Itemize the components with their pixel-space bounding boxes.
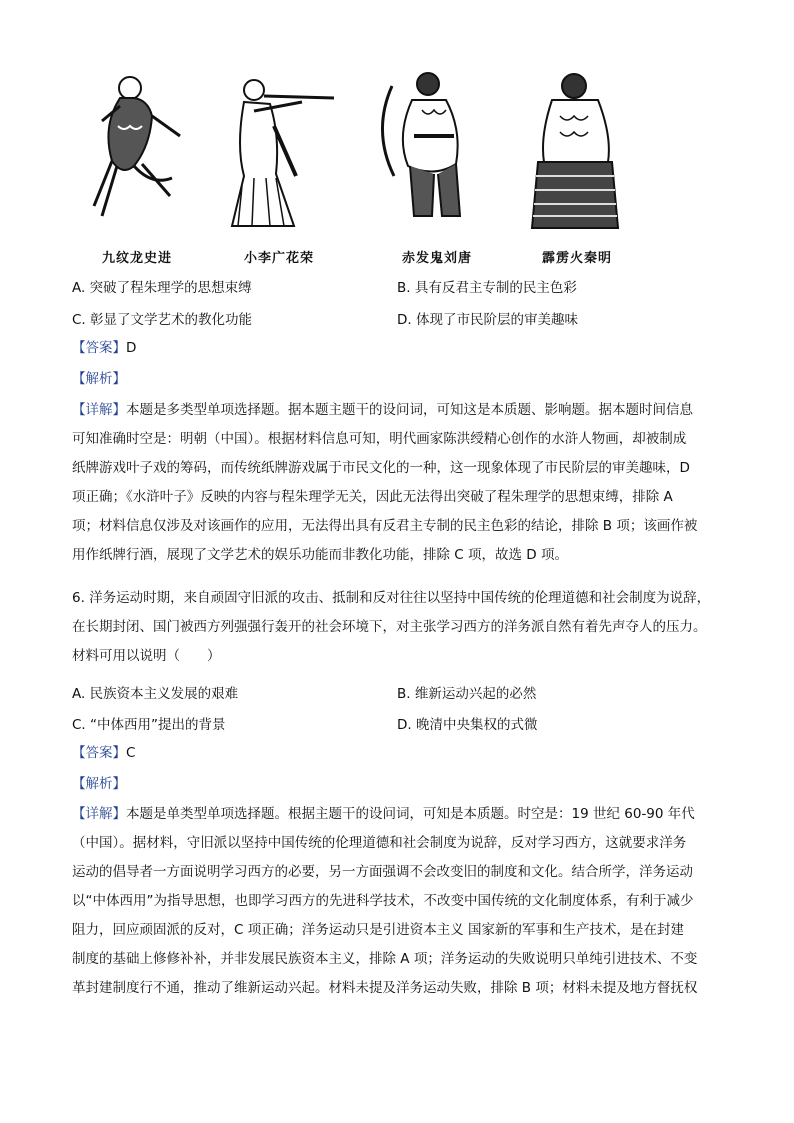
figure-drawing-archer-icon xyxy=(214,66,344,241)
q5-analysis-tag: 【解析】 xyxy=(72,371,126,387)
detail-line: 阻力，回应顽固派的反对，C 项正确；洋务运动只是引进资本主义 国家新的军事和生产技术，是在封建 xyxy=(72,922,685,938)
figure-leaping-hero xyxy=(72,66,202,266)
detail-line: 纸牌游戏叶子戏的筹码，而传统纸牌游戏属于市民文化的一种，这一现象体现了市民阶层的审美趣味，D xyxy=(72,460,690,476)
q6-stem xyxy=(72,584,722,671)
answer-tag: 【答案】 xyxy=(72,745,126,761)
figure-armored-general xyxy=(512,66,642,266)
q6-detail xyxy=(72,800,722,1003)
answer-value: C xyxy=(126,745,136,761)
detail-line: 可知准确时空是：明朝（中国）。根据材料信息可知，明代画家陈洪绶精心创作的水浒人物画，却被制成 xyxy=(72,431,687,447)
figure-strip xyxy=(72,66,632,266)
q6-option-d: D. 晚清中央集权的式微 xyxy=(397,717,538,733)
figure-caption: 霹雳火秦明 xyxy=(541,251,612,266)
detail-line: 【详解】本题是多类型单项选择题。据本题主题干的设问词，可知这是本质题、影响题。据本题时间信息 xyxy=(72,402,693,418)
figure-caption: 小李广花荣 xyxy=(243,251,314,266)
q5-detail xyxy=(72,396,722,570)
q5-answer xyxy=(72,339,136,357)
answer-value: D xyxy=(126,340,137,356)
q5-option-d: D. 体现了市民阶层的审美趣味 xyxy=(397,312,578,328)
q5-option-c: C. 彰显了文学艺术的教化功能 xyxy=(72,312,253,328)
figure-archer xyxy=(214,66,344,266)
detail-line: 制度的基础上修修补补，并非发展民族资本主义，排除 A 项；洋务运动的失败说明只单纯引进技术、不变 xyxy=(72,951,698,967)
q6-analysis-tag: 【解析】 xyxy=(72,776,126,792)
detail-line: 用作纸牌行酒，展现了文学艺术的娱乐功能而非教化功能，排除 C 项，故选 D 项。 xyxy=(72,547,568,563)
q6-option-b: B. 维新运动兴起的必然 xyxy=(397,686,537,702)
figure-drawing-bow-icon xyxy=(372,66,502,241)
figure-caption: 赤发鬼刘唐 xyxy=(401,251,472,266)
figure-caption: 九纹龙史进 xyxy=(101,251,172,266)
q6-option-a: A. 民族资本主义发展的艰难 xyxy=(72,686,239,702)
q6-option-c: C. “中体西用”提出的背景 xyxy=(72,717,226,733)
detail-line: （中国）。据材料，守旧派以坚持中国传统的伦理道德和社会制度为说辞，反对学习西方，这就要求洋务 xyxy=(72,835,687,851)
figure-drawing-leaping-icon xyxy=(72,66,202,241)
detail-line: 【详解】本题是单类型单项选择题。根据主题干的设问词，可知是本质题。时空是：19 世纪 60-90 年代 xyxy=(72,806,695,822)
stem-line: 在长期封闭、国门被西方列强强行轰开的社会环境下，对主张学习西方的洋务派自然有着先声夺人的压力。 xyxy=(72,619,707,635)
detail-line: 项；材料信息仅涉及对该画作的应用，无法得出具有反君主专制的民主色彩的结论，排除 B 项；该画作被 xyxy=(72,518,698,534)
answer-tag: 【答案】 xyxy=(72,340,126,356)
detail-line: 革封建制度行不通，推动了维新运动兴起。材料未提及洋务运动失败，排除 B 项；材料未提及地方督抚权 xyxy=(72,980,698,996)
figure-drawing-armored-icon xyxy=(512,66,642,241)
detail-line: 项正确；《水浒叶子》反映的内容与程朱理学无关，因此无法得出突破了程朱理学的思想束缚，排除 A xyxy=(72,489,673,505)
detail-line: 运动的倡导者一方面说明学习西方的必要，另一方面强调不会改变旧的制度和文化。结合所学，洋务运动 xyxy=(72,864,693,880)
detail-tag: 【详解】 xyxy=(72,806,126,822)
q5-option-a: A. 突破了程朱理学的思想束缚 xyxy=(72,280,252,296)
figure-bowman xyxy=(372,66,502,266)
stem-line: 6. 洋务运动时期，来自顽固守旧派的攻击、抵制和反对往往以坚持中国传统的伦理道德和社会制度为说辞， xyxy=(72,590,711,606)
detail-tag: 【详解】 xyxy=(72,402,126,418)
detail-line: 以“中体西用”为指导思想，也即学习西方的先进科学技术，不改变中国传统的文化制度体系，有利于减少 xyxy=(72,893,694,909)
q6-answer xyxy=(72,744,135,762)
q5-option-b: B. 具有反君主专制的民主色彩 xyxy=(397,280,577,296)
stem-line: 材料可用以说明（ ） xyxy=(72,648,221,664)
